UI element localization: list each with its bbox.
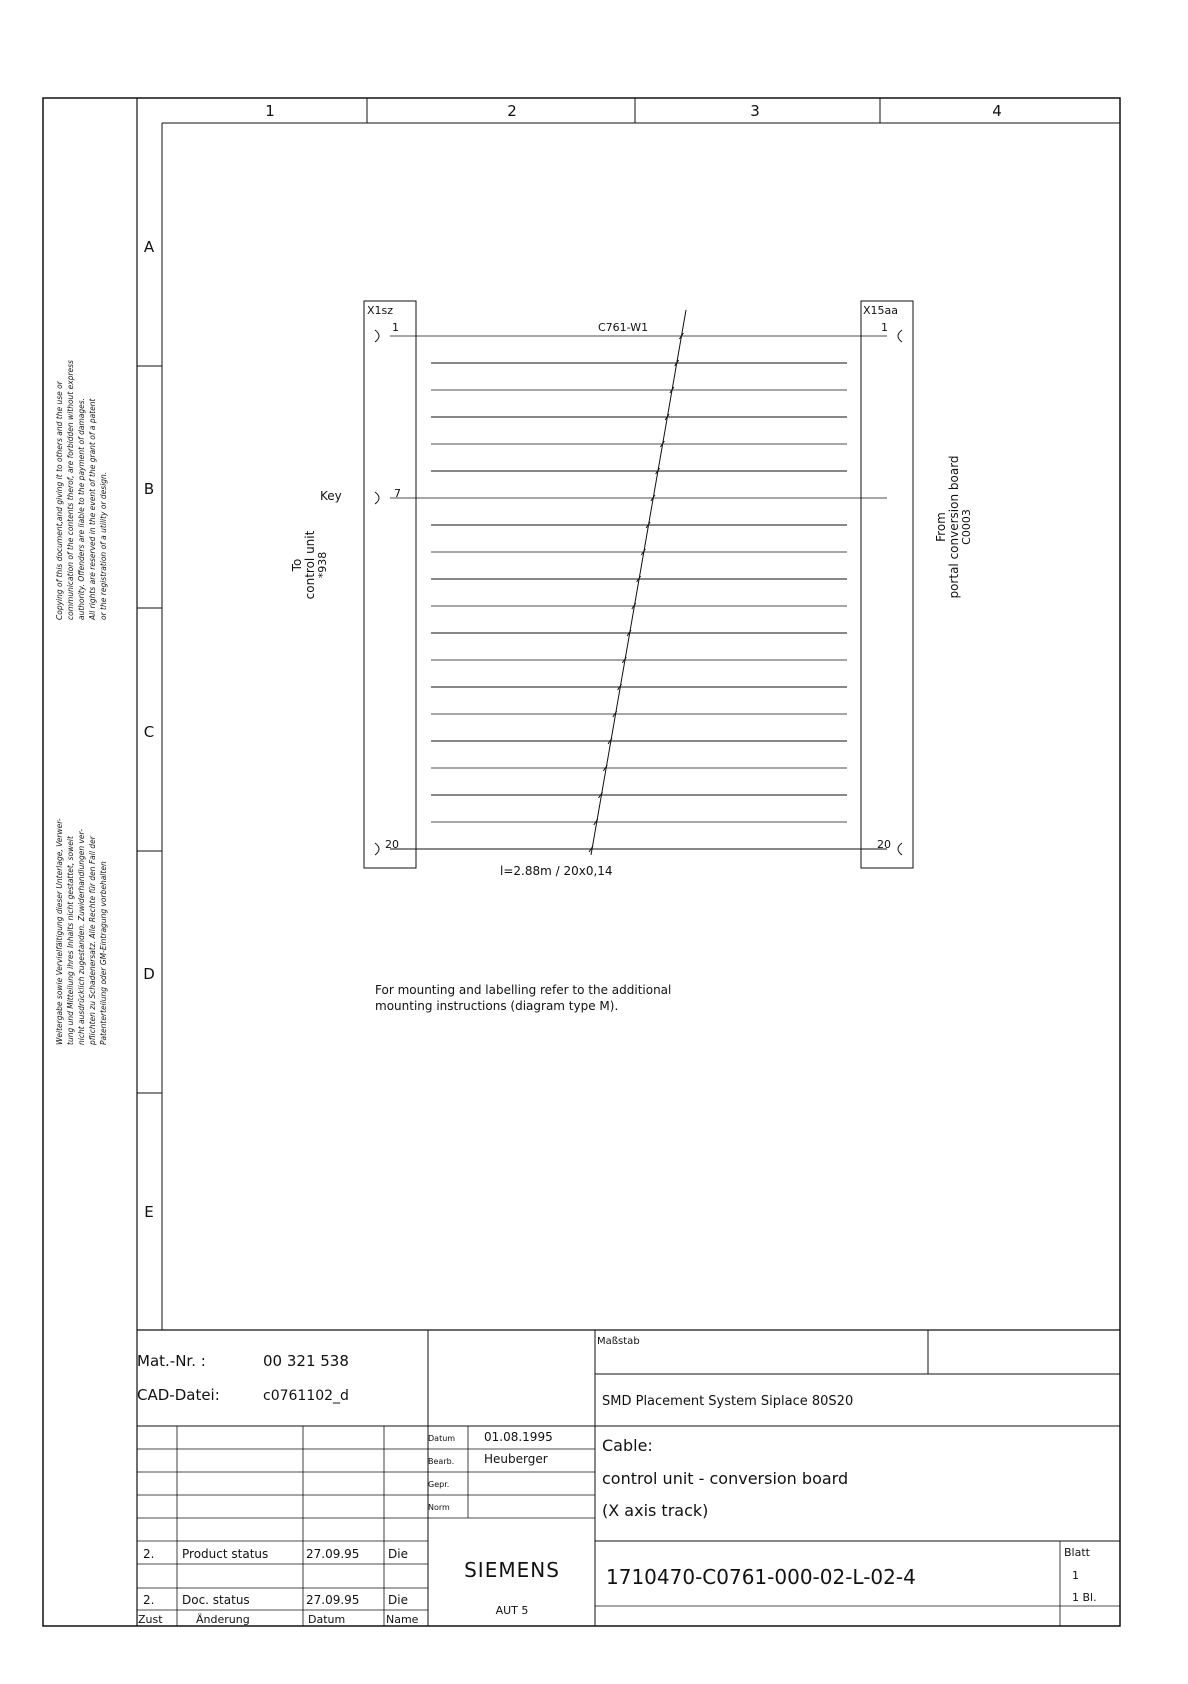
row-label: D: [143, 965, 155, 983]
rev-zust: 2.: [143, 1593, 155, 1607]
rev-header-aenderung: Änderung: [196, 1613, 250, 1626]
massstab-label: Maßstab: [597, 1336, 640, 1347]
blatt-label: Blatt: [1064, 1546, 1090, 1559]
row-label: E: [144, 1203, 154, 1221]
drawing-title-line: (X axis track): [602, 1501, 709, 1520]
norm-label: Norm: [428, 1503, 450, 1512]
rev-aenderung: Product status: [182, 1547, 269, 1561]
bearb-label: Bearb.: [428, 1457, 455, 1466]
rev-header-name: Name: [386, 1613, 419, 1626]
cad-value: c0761102_d: [263, 1388, 349, 1404]
drawing-number: 1710470-C0761-000-02-L-02-4: [606, 1565, 916, 1589]
left-connector-box: [364, 301, 416, 868]
svg-text:*938: *938: [316, 551, 329, 579]
pin-label: 7: [394, 487, 401, 500]
department: AUT 5: [495, 1604, 529, 1617]
svg-text:From: From: [934, 512, 948, 542]
svg-text:tung und Mitteilung ihres Inha: tung und Mitteilung ihres Inhalts nicht gestattet, soweit: [66, 836, 75, 1045]
column-label: 2: [507, 102, 517, 120]
column-label: 3: [750, 102, 760, 120]
bundle-line: [591, 310, 686, 855]
gepr-label: Gepr.: [428, 1480, 450, 1489]
company-logo: SIEMENS: [464, 1558, 560, 1582]
svg-text:To: To: [290, 558, 304, 572]
svg-text:or the registration of a utili: or the registration of a utility or design.: [99, 471, 108, 620]
svg-text:Weitergabe sowie Vervielfältig: Weitergabe sowie Vervielfältigung dieser Unterlage, Verwer-: [55, 818, 64, 1045]
cable-label: C761-W1: [598, 321, 649, 334]
svg-text:C0003: C0003: [960, 509, 973, 545]
copyright-note-en: [55, 360, 108, 621]
mounting-note-line: For mounting and labelling refer to the additional: [375, 983, 672, 997]
left-connector-label: X1sz: [367, 304, 394, 317]
drawing-title-line: control unit - conversion board: [602, 1469, 849, 1488]
wire-bundle: [390, 310, 887, 855]
right-side-label: [934, 455, 973, 598]
datum-label: Datum: [428, 1434, 456, 1443]
rev-zust: 2.: [143, 1547, 155, 1561]
svg-text:portal conversion board: portal conversion board: [947, 455, 961, 599]
row-label: A: [143, 238, 155, 256]
row-label: B: [143, 480, 155, 498]
blatt-value: 1: [1072, 1569, 1079, 1582]
column-label: 4: [992, 102, 1002, 120]
cable-spec: l=2.88m / 20x0,14: [500, 864, 613, 878]
column-label: 1: [265, 102, 275, 120]
svg-text:All rights are reserved in the: All rights are reserved in the event of the grant of a patent: [88, 398, 97, 620]
rev-name: Die: [388, 1593, 408, 1607]
row-label: C: [143, 723, 155, 741]
left-side-label: [290, 530, 329, 599]
mounting-note-line: mounting instructions (diagram type M).: [375, 999, 619, 1013]
right-connector-box: [861, 301, 913, 868]
svg-text:Copying of this document,and g: Copying of this document,and giving it to others and the use or: [55, 381, 64, 620]
svg-text:Patenterteilung oder GM-Eintra: Patenterteilung oder GM-Eintragung vorbehalten: [99, 861, 108, 1045]
pin-label: 1: [392, 321, 399, 334]
svg-text:authority. Offenders are liabl: authority. Offenders are liable to the payment of damages.: [77, 397, 86, 620]
svg-text:pflichten zu Schadenersatz. Al: pflichten zu Schadenersatz. Alle Rechte für den Fall der: [88, 836, 97, 1045]
pin-label: 20: [877, 838, 891, 851]
datum-value: 01.08.1995: [484, 1430, 553, 1444]
system-name: SMD Placement System Siplace 80S20: [602, 1394, 854, 1409]
bearb-value: Heuberger: [484, 1452, 548, 1466]
rev-datum: 27.09.95: [306, 1547, 360, 1561]
key-label: Key: [320, 489, 342, 503]
cad-label: CAD-Datei:: [137, 1386, 220, 1404]
drawing-title-line: Cable:: [602, 1436, 653, 1455]
pin-label: 20: [385, 838, 399, 851]
sheet-count: 1 Bl.: [1072, 1591, 1097, 1604]
right-connector-label: X15aa: [863, 304, 899, 317]
rev-aenderung: Doc. status: [182, 1593, 250, 1607]
mat-nr-value: 00 321 538: [263, 1352, 349, 1370]
svg-text:control unit: control unit: [303, 530, 317, 600]
rev-header-zust: Zust: [138, 1613, 163, 1626]
rev-header-datum: Datum: [308, 1613, 346, 1626]
pin-label: 1: [881, 321, 888, 334]
rev-datum: 27.09.95: [306, 1593, 360, 1607]
mat-nr-label: Mat.-Nr. :: [137, 1352, 206, 1370]
copyright-note-de: [55, 818, 108, 1046]
svg-text:communication of the contents: communication of the contents therof, are forbidden without express: [66, 360, 75, 620]
svg-text:nicht ausdrücklich zugestanden: nicht ausdrücklich zugestanden. Zuwiderhandlungen ver-: [77, 829, 86, 1045]
rev-name: Die: [388, 1547, 408, 1561]
